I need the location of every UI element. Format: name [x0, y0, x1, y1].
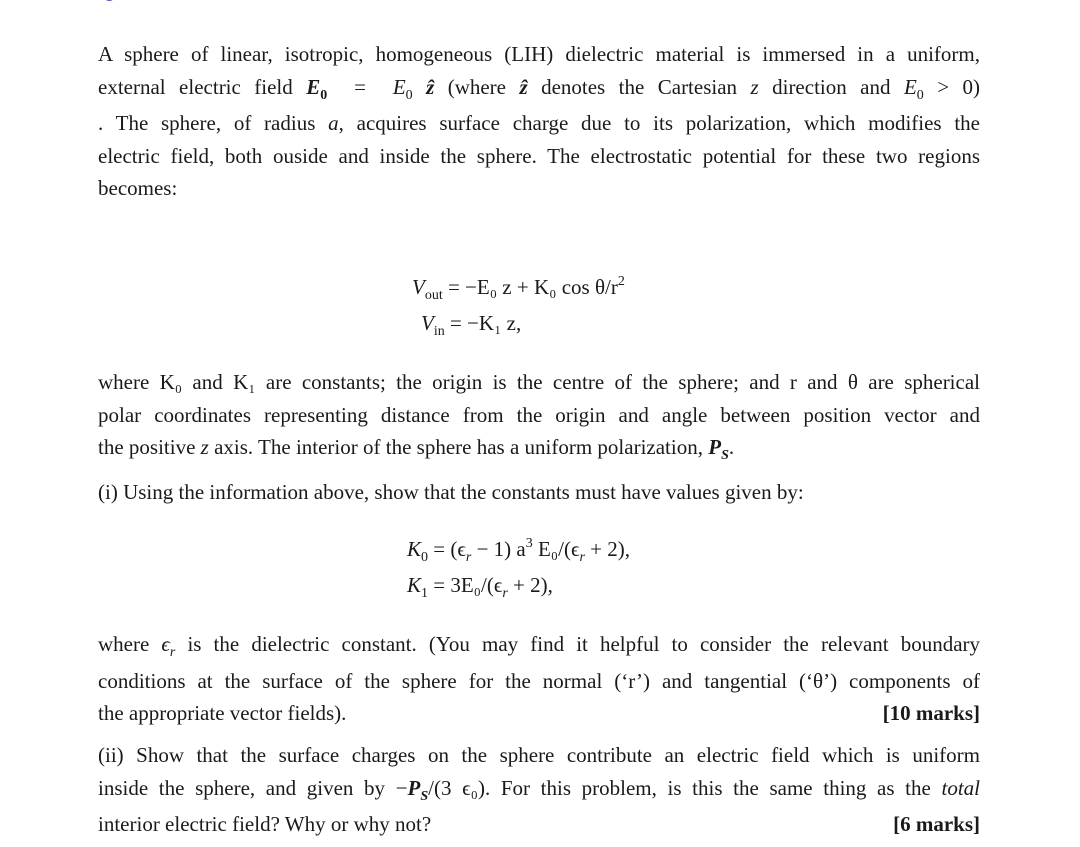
- intro-line-2: external electric field $E_0 = E_0$ ẑ (where ẑ denotes the Cartesian z direction and $E_0 > 0$): [98, 74, 980, 103]
- where2-line-1: where $\epsilon_r$ is the dielectric constant. (You may find it helpful to consider the relevant boundary: [98, 632, 981, 660]
- intro-paragraph: [98, 38, 980, 205]
- part-ii-line-2: inside the sphere, and given by $-P_S/(3$ ϵ₀). For this problem, is this the same thing as the total: [98, 775, 981, 804]
- where2-line-3: the appropriate vector fields). [10 marks]: [98, 697, 980, 730]
- intro-line-1: A sphere of linear, isotropic, homogeneous (LIH) dielectric material is immersed in a uniform,: [98, 42, 980, 66]
- cropped-header-mark: [100, 0, 122, 4]
- constants-equations: [407, 533, 630, 605]
- intro-line-5: becomes:: [98, 176, 178, 200]
- part-i-marks: [10 marks]: [882, 701, 980, 725]
- part-ii-question: [98, 739, 980, 841]
- where1-line-3: the positive z axis. The interior of the sphere has a uniform polarization, $P_S$.: [98, 435, 735, 463]
- part-ii-marks: [6 marks]: [893, 812, 980, 836]
- where-paragraph-1: [98, 366, 980, 468]
- intro-line-3: . The sphere, of radius a, acquires surface charge due to its polarization, which modifies the: [98, 111, 980, 135]
- vin-equation: $V_{in} = -K_1$ z,: [421, 311, 522, 339]
- part-i-question: [98, 476, 980, 509]
- vout-equation: $V_{out} = -E_0$ z + K₀ $\cos \theta/r^2$: [412, 274, 625, 303]
- part-i-text: (i) Using the information above, show that the constants must have values given by:: [98, 480, 804, 504]
- intro-line-4: electric field, both ouside and inside the sphere. The electrostatic potential for these two regions: [98, 143, 980, 168]
- where2-line-2: conditions at the surface of the sphere for the normal (‘r’) and tangential (‘θ’) components of: [98, 668, 980, 693]
- where1-line-1: where K₀ and K₁ are constants; the origin is the centre of the sphere; and r and θ are spherical: [98, 370, 980, 394]
- part-ii-line-1: (ii) Show that the surface charges on the sphere contribute an electric field which is uniform: [98, 743, 980, 767]
- potential-equations: [412, 271, 625, 343]
- where1-line-2: polar coordinates representing distance from the origin and angle between position vector and: [98, 402, 980, 427]
- part-ii-line-3: interior electric field? Why or why not? [6 marks]: [98, 808, 980, 841]
- k0-equation: $K_0 = (\epsilon_r - 1)$ $a^3$ $E_0/(\epsilon_r + 2)$,: [407, 536, 631, 565]
- k1-equation: $K_1 = 3E_0/(\epsilon_r + 2)$,: [407, 573, 553, 601]
- where-paragraph-2: [98, 628, 980, 730]
